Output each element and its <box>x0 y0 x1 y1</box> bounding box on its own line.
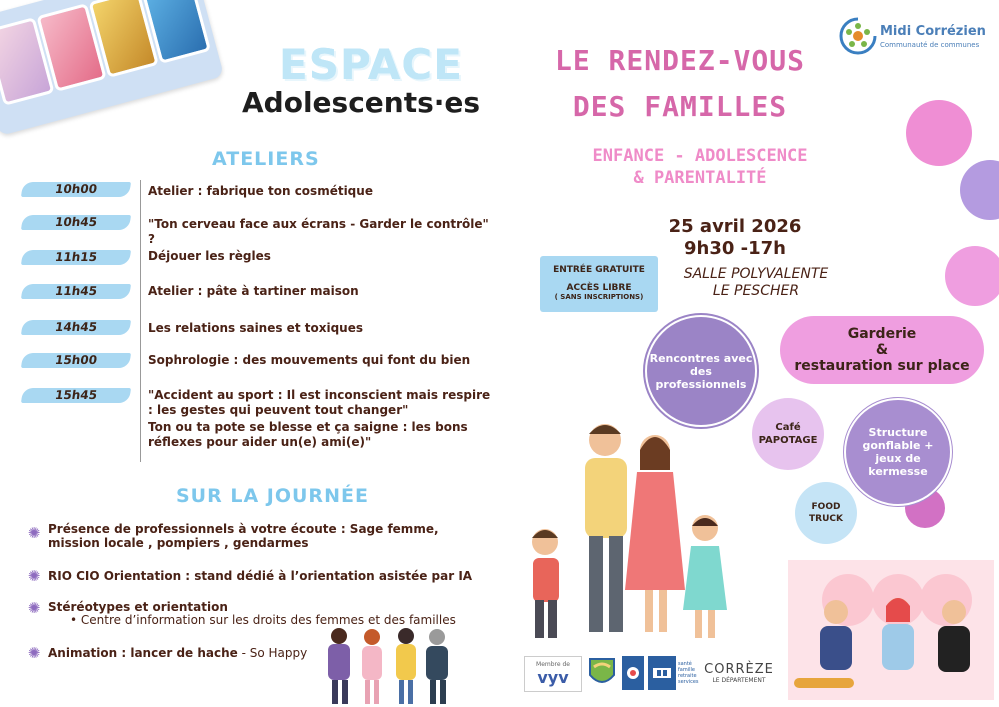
adolescents-title: Adolescents·es <box>242 86 481 119</box>
flower-bullet-icon: ✺ <box>27 567 41 585</box>
espace-title: ESPACE <box>279 40 463 89</box>
subtitle-line2: & PARENTALITÉ <box>633 168 767 188</box>
cafe-bubble: Café PAPOTAGE <box>752 398 824 470</box>
vyv-logo: Membre de vyv <box>524 656 582 692</box>
time-badge: 15h45 <box>21 388 131 403</box>
logo-name: Midi Corrézien <box>880 24 986 39</box>
flower-bullet-icon: ✺ <box>27 524 41 542</box>
msa-logo <box>648 656 676 690</box>
decor-circle <box>960 160 999 220</box>
rencontres-bubble: Rencontres avec des professionnels <box>645 315 757 427</box>
garderie-bubble: Garderie & restauration sur place <box>780 316 984 384</box>
atelier-label: Les relations saines et toxiques <box>148 321 363 335</box>
time-badge: 11h15 <box>21 250 131 265</box>
entree-badge: ENTRÉE GRATUITE ACCÈS LIBRE ( SANS INSCRIPTIONS) <box>540 256 658 312</box>
journee-subitem: • Centre d’information sur les droits des femmes et des familles <box>70 613 456 627</box>
time-badge: 10h00 <box>21 182 131 197</box>
divider <box>140 180 141 462</box>
msa-text: santé famille retraite services <box>678 656 708 690</box>
atelier-label: "Ton cerveau face aux écrans - Garder le contrôle" ? <box>148 217 489 246</box>
event-date: 25 avril 2026 9h30 -17h <box>668 216 802 259</box>
ateliers-title: ATELIERS <box>212 148 320 170</box>
food-truck-bubble: FOOD TRUCK <box>795 482 857 544</box>
family-illustration <box>505 410 745 650</box>
time-badge: 11h45 <box>21 284 131 299</box>
atelier-extra: Ton ou ta pote se blesse et ça saigne : les bons réflexes pour aider un(e) ami(e)" <box>148 420 468 449</box>
dept-logo <box>622 656 644 690</box>
journee-item: Stéréotypes et orientation <box>48 600 228 614</box>
subtitle-line1: ENFANCE - ADOLESCENCE <box>592 146 808 166</box>
teens-illustration <box>320 624 460 707</box>
midi-correzien-logo <box>838 14 988 60</box>
journee-item: Présence de professionnels à votre écoute : Sage femme, mission locale , pompiers , gendarmes <box>48 522 439 550</box>
journee-title: SUR LA JOURNÉE <box>176 485 369 507</box>
atelier-label: Atelier : pâte à tartiner maison <box>148 284 359 298</box>
atelier-label: "Accident au sport : Il est inconscient mais respire : les gestes qui peuvent tout changer" <box>148 388 491 417</box>
time-badge: 14h45 <box>21 320 131 335</box>
flower-bullet-icon: ✺ <box>27 599 41 617</box>
journee-item: RIO CIO Orientation : stand dédié à l’orientation asistée par IA <box>48 569 473 583</box>
atelier-label: Déjouer les règles <box>148 249 271 263</box>
time-badge: 10h45 <box>21 215 131 230</box>
flower-bullet-icon: ✺ <box>27 644 41 662</box>
journee-item: Animation : lancer de hache - So Happy <box>48 646 308 660</box>
logo-flower-icon <box>838 14 878 58</box>
photo-strip <box>0 0 224 136</box>
teens-phones-illustration <box>788 560 994 700</box>
structure-bubble: Structure gonflable + jeux de kermesse <box>846 400 950 504</box>
decor-circle <box>906 100 972 166</box>
main-title-line2: DES FAMILLES <box>572 90 788 123</box>
correze-logo: CORRÈZE LE DÉPARTEMENT <box>706 656 772 690</box>
logo-subtitle: Communauté de communes <box>880 41 980 49</box>
decor-circle <box>945 246 999 306</box>
atelier-label: Atelier : fabrique ton cosmétique <box>148 184 373 198</box>
event-venue: SALLE POLYVALENTE LE PESCHER <box>683 266 829 299</box>
time-badge: 15h00 <box>21 353 131 368</box>
shield-logo <box>586 656 618 690</box>
main-title-line1: LE RENDEZ-VOUS <box>554 44 805 77</box>
atelier-label: Sophrologie : des mouvements qui font du bien <box>148 353 471 367</box>
